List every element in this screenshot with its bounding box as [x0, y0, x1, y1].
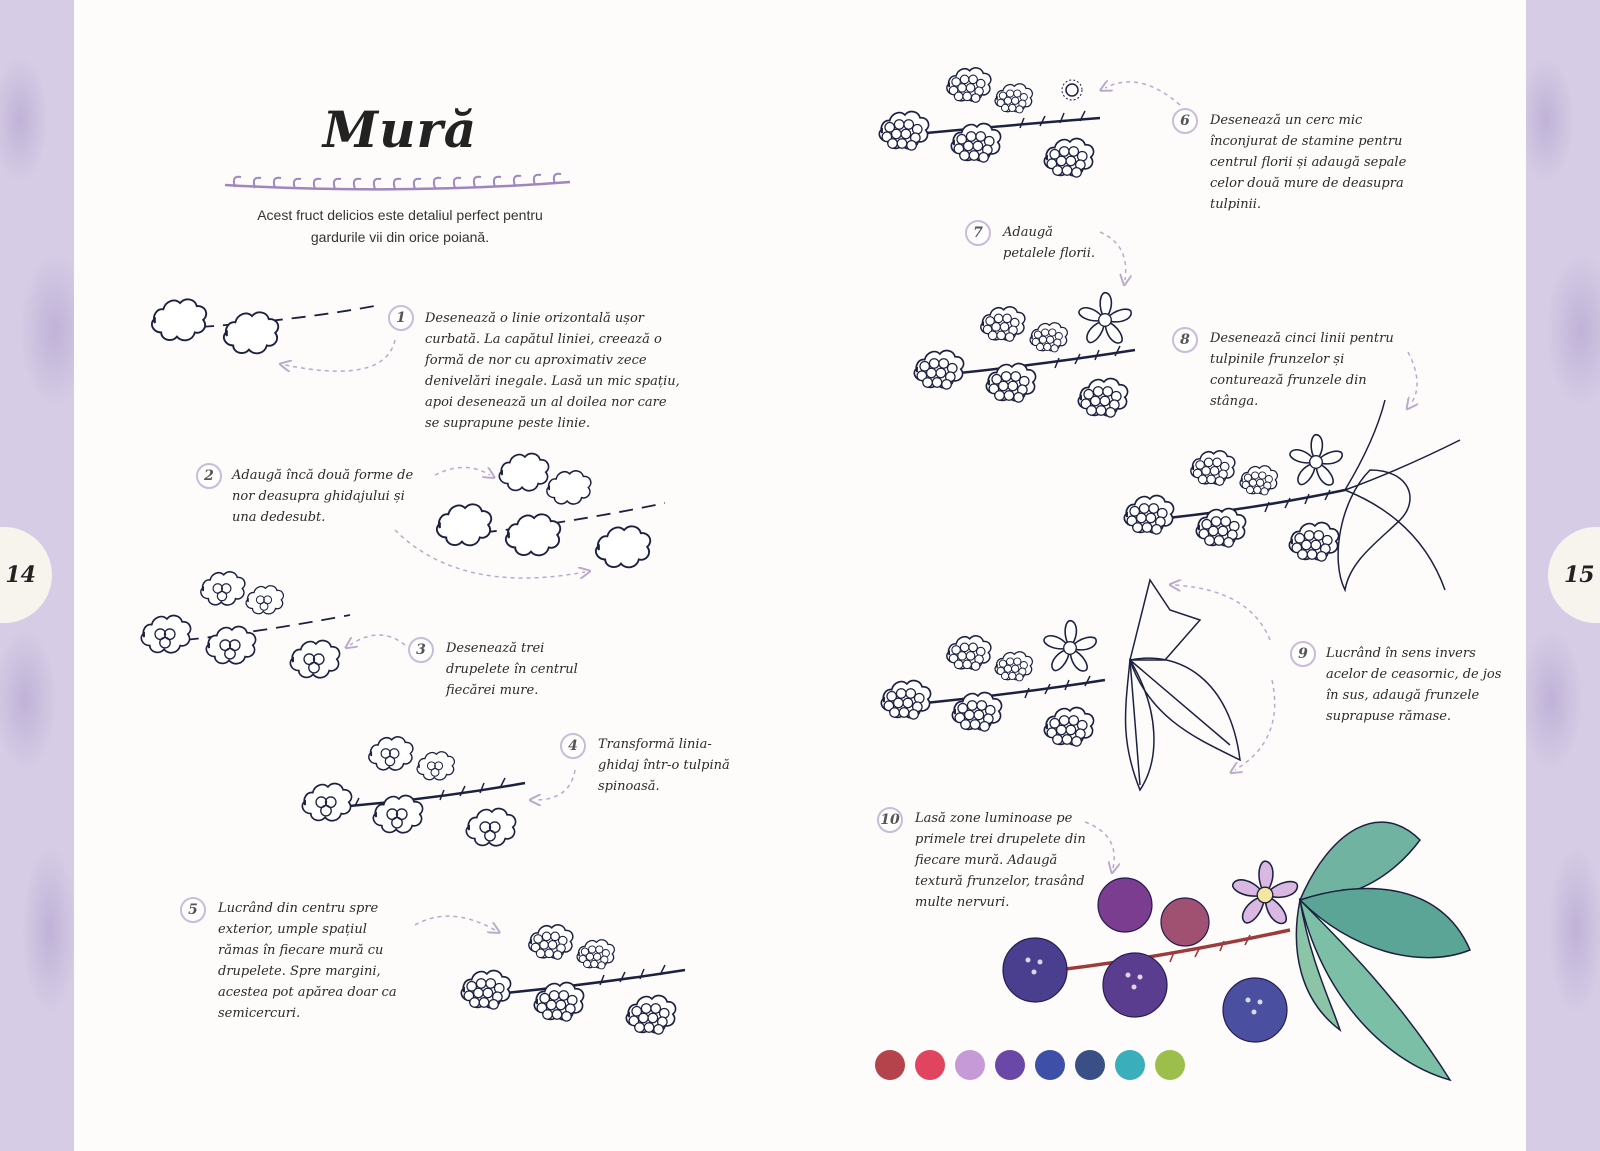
step-3-text: Desenează trei drupelete în centrul fiecărei mure. [446, 641, 578, 698]
step-number-3: 3 [408, 637, 434, 663]
page-title: Mură [322, 100, 478, 159]
intro-text: Acest fruct delicios este detaliul perfect pentru gardurile vii din orice poiană. [257, 207, 543, 245]
step-9-illustration [881, 580, 1274, 790]
step-number-5: 5 [180, 897, 206, 923]
color-swatch [1075, 1050, 1105, 1080]
step-8-text: Desenează cinci linii pentru tulpinile frunzelor și conturează frunzele din stânga. [1210, 331, 1394, 409]
step-number-10: 10 [877, 807, 903, 833]
color-swatch [995, 1050, 1025, 1080]
step-number-8: 8 [1172, 327, 1198, 353]
page-number-left: 14 [0, 527, 52, 623]
color-swatch [1035, 1050, 1065, 1080]
step-9-text: Lucrând în sens invers acelor de ceasornic, de jos în sus, adaugă frunzele suprapuse rămase. [1326, 646, 1502, 724]
step-6-text: Desenează un cerc mic înconjurat de stamine pentru centrul florii și adaugă sepale celor două mure de deasupra tulpinii. [1210, 113, 1407, 212]
step-7-text: Adaugă petalele florii. [1003, 225, 1095, 261]
color-swatch [1155, 1050, 1185, 1080]
step-number-4: 4 [560, 733, 586, 759]
step-4-illustration [302, 737, 575, 846]
step-number-9: 9 [1290, 641, 1316, 667]
step-2-illustration [395, 454, 665, 578]
step-2-text: Adaugă încă două forme de nor deasupra ghidajului și una dedesubt. [232, 468, 414, 525]
step-6-illustration [879, 68, 1180, 177]
step-5-illustration [415, 916, 685, 1034]
step-10-text: Lasă zone luminoase pe primele trei drupelete din fiecare mură. Adaugă textură frunzelor, trasând multe nervuri. [915, 811, 1086, 910]
step-4-text: Transformă linia-ghidaj într-o tulpină spinoasă. [598, 737, 730, 794]
step-number-6: 6 [1172, 108, 1198, 134]
step-1-text: Desenează o linie orizontală ușor curbată. La capătul liniei, creează o formă de nor cu aproximativ zece denivelări inegale. Lasă un mic spațiu, apoi desenează un al doilea nor care se suprapune peste linie. [425, 311, 680, 431]
step-3-illustration [141, 572, 405, 678]
step-1-illustration [152, 299, 395, 371]
color-swatch [955, 1050, 985, 1080]
color-swatch [915, 1050, 945, 1080]
step-number-7: 7 [965, 220, 991, 246]
page-number-right: 15 [1548, 527, 1600, 623]
step-5-text: Lucrând din centru spre exterior, umple spațiul rămas în fiecare mură cu drupelete. Spre margini, acestea pot apărea doar ca semicercuri. [218, 901, 397, 1021]
title-vine-ornament [225, 174, 570, 190]
color-swatch [1115, 1050, 1145, 1080]
color-swatch [875, 1050, 905, 1080]
step-number-2: 2 [196, 463, 222, 489]
step-number-1: 1 [388, 305, 414, 331]
